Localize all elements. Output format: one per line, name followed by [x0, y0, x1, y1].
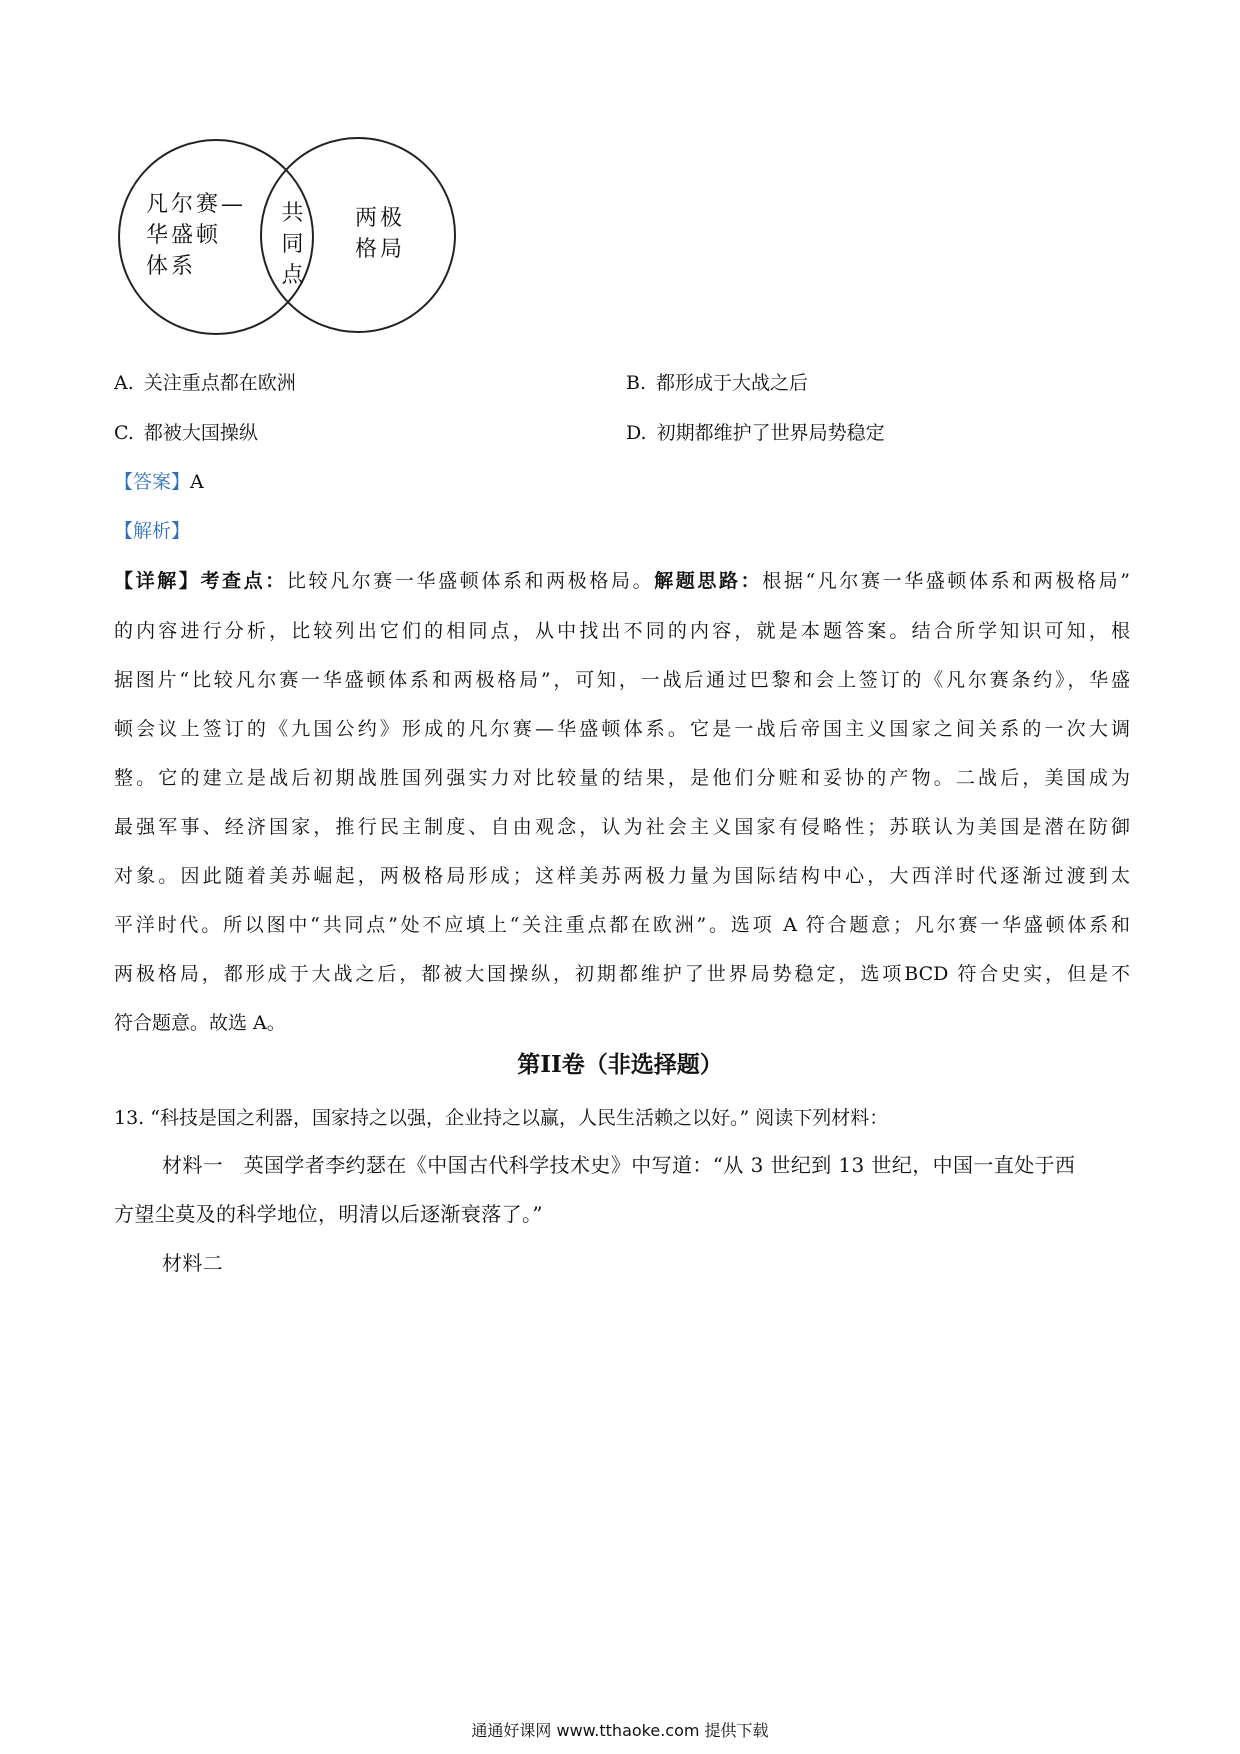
question-13: 13. “科技是国之利器，国家持之以强，企业持之以赢，人民生活赖之以好。” 阅读下列材料： — [114, 1107, 889, 1129]
detail-first-line: 【详解】考查点：比较凡尔赛一华盛顿体系和两极格局。解题思路：根据“凡尔赛一华盛顿体系和两极格局” — [114, 570, 1130, 592]
detail-line: 两极格局，都形成于大战之后，都被大国操纵，初期都维护了世界局势稳定，选项BCD 符合史实，但是不 — [114, 963, 1130, 985]
venn-diagram — [118, 133, 458, 337]
footer-source: 通通好课网 www.tthaoke.com 提供下载 — [471, 1721, 769, 1740]
detail-line: 据图片“比较凡尔赛一华盛顿体系和两极格局”，可知，一战后通过巴黎和会上签订的《凡尔赛条约》，华盛 — [114, 669, 1130, 691]
detail-line: 对象。因此随着美苏崛起，两极格局形成；这样美苏两极力量为国际结构中心，大西洋时代逐渐过渡到太 — [114, 865, 1130, 887]
analysis-label: 【解析】 — [114, 520, 191, 542]
option-c: C. 都被大国操纵 — [114, 422, 258, 444]
section-title: 第II卷（非选择题） — [517, 1051, 723, 1078]
material-1-line-2: 方望尘莫及的科学地位，明清以后逐渐衰落了。” — [114, 1202, 544, 1226]
answer-line — [114, 467, 204, 494]
detail-line: 整。它的建立是战后初期战胜国列强实力对比较量的结果，是他们分赃和妥协的产物。二战后，美国成为 — [114, 767, 1130, 789]
answer-label: 【答案】 — [114, 471, 191, 493]
option-a: A. 关注重点都在欧洲 — [114, 372, 296, 394]
option-b: B. 都形成于大战之后 — [626, 372, 809, 394]
answer-value: A — [190, 471, 204, 493]
venn-left-label: 凡尔赛— 华盛顿 体系 — [146, 192, 247, 279]
detail-line: 顿会议上签订的《九国公约》形成的凡尔赛—华盛顿体系。它是一战后帝国主义国家之间关系的一次大调 — [114, 718, 1130, 740]
venn-middle-label: 共 同 点 — [281, 201, 307, 288]
analysis-line — [114, 516, 190, 543]
material-2-label: 材料二 — [162, 1251, 224, 1275]
detail-line: 平洋时代。所以图中“共同点”处不应填上“关注重点都在欧洲”。选项 A 符合题意；凡尔赛一华盛顿体系和 — [114, 914, 1130, 936]
detail-line: 符合题意。故选 A。 — [114, 1012, 286, 1034]
detail-line: 最强军事、经济国家，推行民主制度、自由观念，认为社会主义国家有侵略性；苏联认为美国是潜在防御 — [114, 816, 1130, 838]
material-1-line-1: 材料一 英国学者李约瑟在《中国古代科学技术史》中写道：“从 3 世纪到 13 世纪，中国一直处于西 — [162, 1153, 1076, 1177]
venn-right-label: 两极 格局 — [355, 206, 406, 262]
detail-line: 的内容进行分析，比较列出它们的相同点，从中找出不同的内容，就是本题答案。结合所学知识可知，根 — [114, 620, 1130, 642]
option-d: D. 初期都维护了世界局势稳定 — [626, 422, 885, 444]
